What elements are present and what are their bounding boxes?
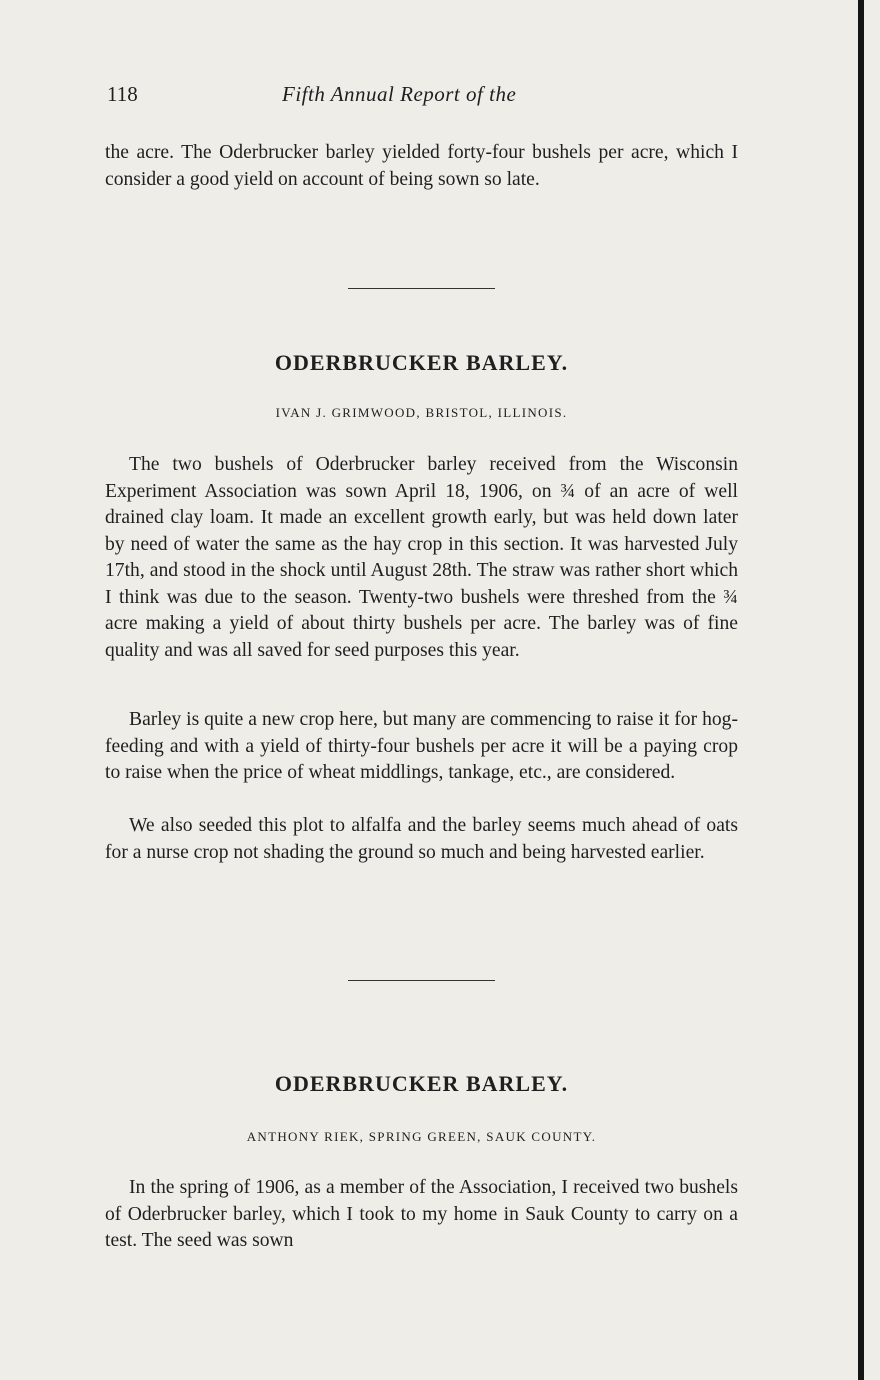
intro-paragraph: the acre. The Oderbrucker barley yielded forty-four bushels per acre, which I consider a good yield on account of being sown so late. bbox=[105, 142, 738, 190]
article-1-heading: ODERBRUCKER BARLEY. bbox=[274, 350, 569, 375]
article-1-byline: IVAN J. GRIMWOOD, BRISTOL, ILLINOIS. bbox=[275, 405, 568, 420]
running-title: Fifth Annual Report of the bbox=[282, 82, 517, 106]
page-edge-shadow bbox=[858, 0, 864, 1380]
running-head bbox=[105, 82, 738, 112]
article-1-paragraph-3: We also seeded this plot to alfalfa and the barley seems much ahead of oats for a nurse crop not shading the ground so much and being harvested earlier. bbox=[105, 815, 738, 863]
page-number: 118 bbox=[107, 82, 138, 106]
article-2-byline: ANTHONY RIEK, SPRING GREEN, SAUK COUNTY. bbox=[246, 1129, 597, 1144]
article-1-paragraph-1: The two bushels of Oderbrucker barley received from the Wisconsin Experiment Association was sown April 18, 1906, on ¾ of an acre of well drained clay loam. It made an excellent growth early, but was held down later by need of water the same as the hay crop in this section. It was harvested July 17th, and stood in the shock until August 28th. The straw was rather short which I think was due to the season. Twenty-two bushels were threshed from the ¾ acre making a yield of about thirty bushels per acre. The barley was of fine quality and was all saved for seed purposes this year. bbox=[105, 454, 738, 661]
section-divider-1 bbox=[348, 288, 495, 289]
article-1-paragraph-2: Barley is quite a new crop here, but many are commencing to raise it for hog-feeding and with a yield of thirty-four bushels per acre it will be a paying crop to raise when the price of wheat middlings, tankage, etc., are considered. bbox=[105, 709, 738, 783]
article-2-heading: ODERBRUCKER BARLEY. bbox=[274, 1071, 569, 1096]
section-divider-2 bbox=[348, 980, 495, 981]
article-2-paragraph-1: In the spring of 1906, as a member of the Association, I received two bushels of Oderbrucker barley, which I took to my home in Sauk County to carry on a test. The seed was sown bbox=[105, 1177, 738, 1251]
document-page bbox=[105, 0, 738, 1380]
